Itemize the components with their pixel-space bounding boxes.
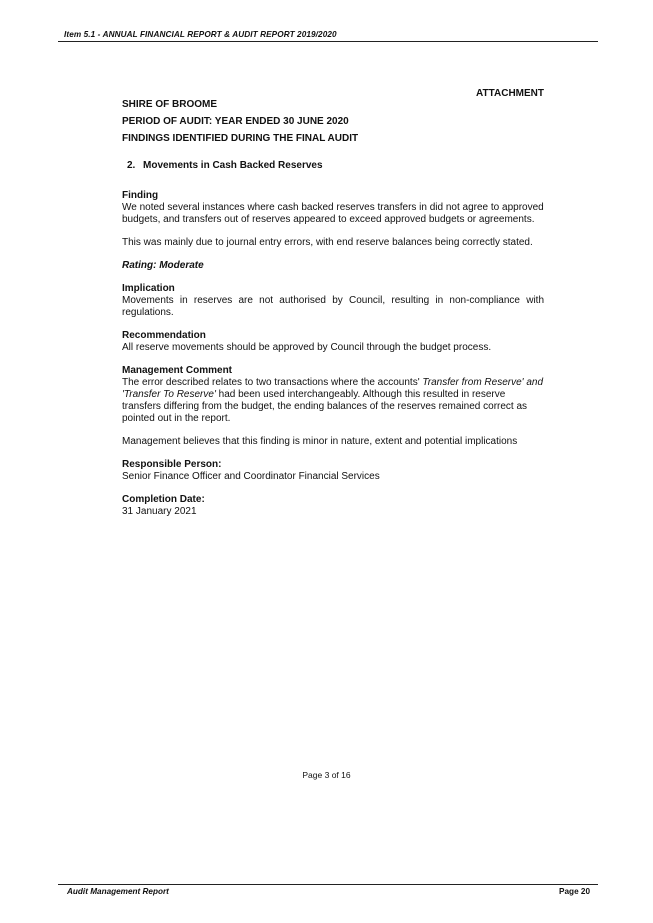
finding-block xyxy=(122,190,544,249)
attachment-label: ATTACHMENT xyxy=(476,88,544,99)
management-comment-part-1: The error described relates to two transactions where the accounts' xyxy=(122,377,423,388)
footer-divider xyxy=(58,884,598,885)
management-comment-text xyxy=(122,377,544,425)
management-comment-text-2: Management believes that this finding is minor in nature, extent and potential implications xyxy=(122,436,518,447)
audit-period: PERIOD OF AUDIT: YEAR ENDED 30 JUNE 2020 xyxy=(122,116,349,127)
management-comment-block xyxy=(122,365,544,448)
findings-title: FINDINGS IDENTIFIED DURING THE FINAL AUDIT xyxy=(122,133,359,144)
recommendation-text: All reserve movements should be approved by Council through the budget process. xyxy=(122,342,492,353)
document-body xyxy=(122,99,544,518)
implication-text: Movements in reserves are not authorised by Council, resulting in non-compliance with regulations. xyxy=(122,295,544,318)
management-comment-heading: Management Comment xyxy=(122,365,233,376)
management-comment-italic: Transfer from Reserve' and 'Transfer To Reserve' xyxy=(122,377,544,400)
completion-date-block xyxy=(122,494,544,518)
recommendation-heading: Recommendation xyxy=(122,330,206,341)
page-number: Page 3 of 16 xyxy=(302,770,351,780)
page-header-title: Item 5.1 - ANNUAL FINANCIAL REPORT & AUDIT REPORT 2019/2020 xyxy=(64,30,337,39)
section-heading xyxy=(127,160,544,172)
completion-date-text: 31 January 2021 xyxy=(122,506,197,517)
finding-heading: Finding xyxy=(122,190,159,201)
footer-left-title: Audit Management Report xyxy=(67,887,169,896)
footer-page-number: Page 20 xyxy=(559,887,590,896)
header-divider xyxy=(58,41,598,42)
recommendation-block xyxy=(122,330,544,354)
management-comment-part-2: had been used interchangeably. Although this resulted in reserve transfers differing from the budget, the ending balances of the reserves remained correct as pointed out in the report. xyxy=(122,389,528,424)
responsible-person-heading: Responsible Person: xyxy=(122,459,222,470)
section-title: Movements in Cash Backed Reserves xyxy=(143,160,323,171)
implication-heading: Implication xyxy=(122,283,175,294)
responsible-person-text: Senior Finance Officer and Coordinator Financial Services xyxy=(122,471,380,482)
section-number: 2. xyxy=(127,160,136,171)
organisation-name: SHIRE OF BROOME xyxy=(122,99,218,110)
finding-text-2: This was mainly due to journal entry errors, with end reserve balances being correctly stated. xyxy=(122,237,533,248)
finding-text: We noted several instances where cash backed reserves transfers in did not agree to approved budgets, and transfers out of reserves appeared to exceed approved budgets or agreements. xyxy=(122,202,544,225)
responsible-person-block xyxy=(122,459,544,483)
rating: Rating: Moderate xyxy=(122,260,204,271)
completion-date-heading: Completion Date: xyxy=(122,494,205,505)
implication-block xyxy=(122,283,544,319)
